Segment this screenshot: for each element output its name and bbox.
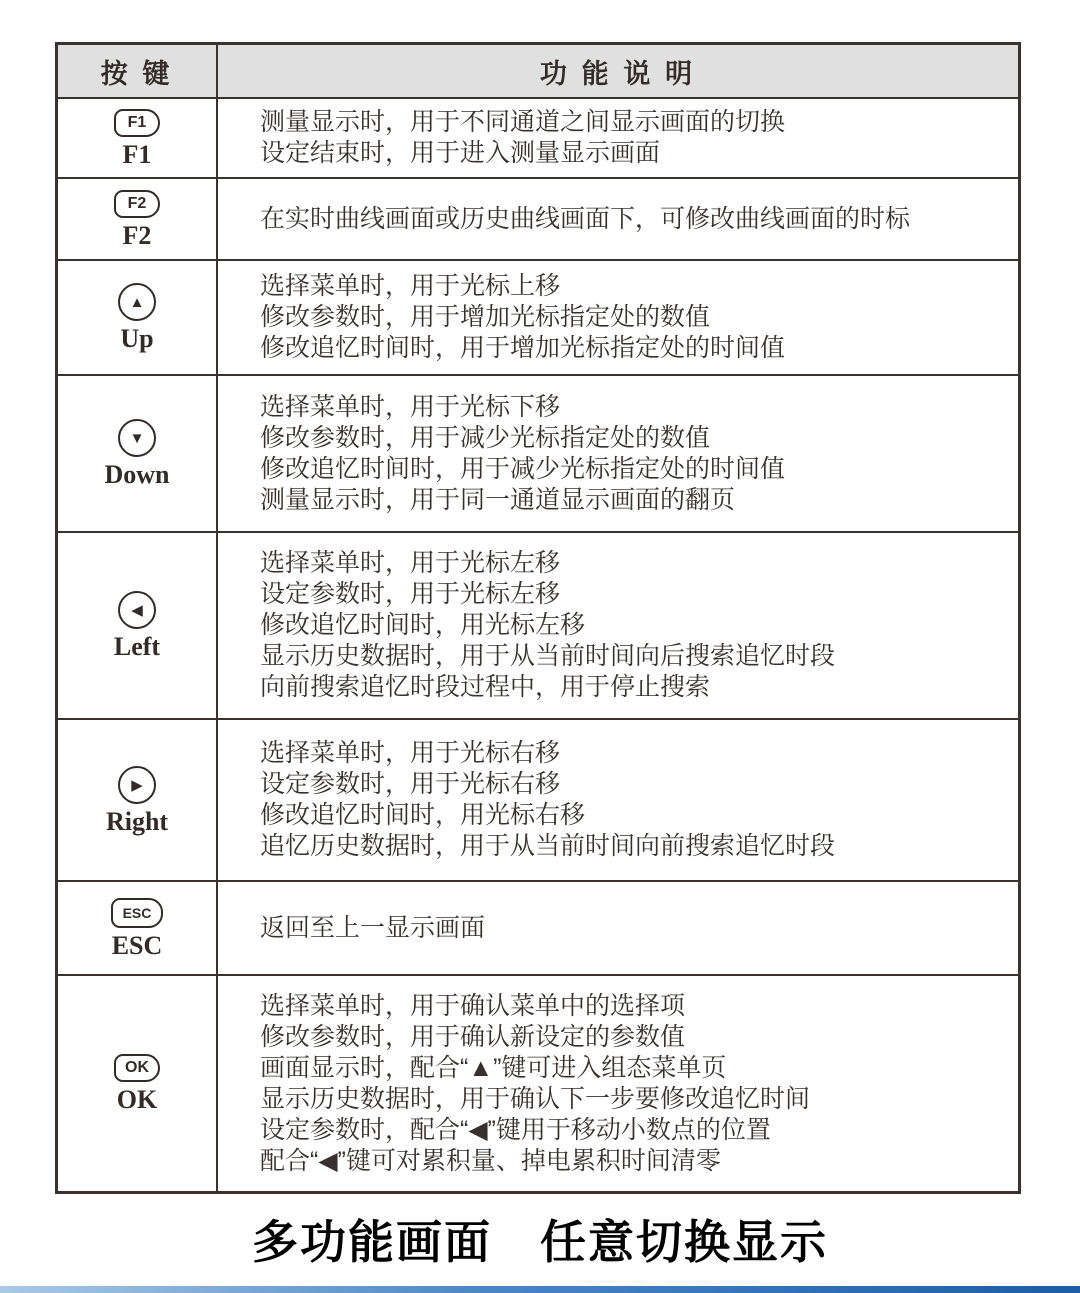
function-description-f1 [218, 99, 1018, 177]
table-header-row [58, 45, 1018, 97]
description-line: 在实时曲线画面或历史曲线画面下，可修改曲线画面的时标 [260, 204, 911, 233]
description-line: 修改追忆时间时，用于减少光标指定处的时间值 [260, 454, 786, 483]
key-cell-down [58, 376, 218, 531]
description-line: 选择菜单时，用于光标上移 [260, 272, 561, 300]
key-label-up: Up [120, 324, 154, 353]
key-cell-f1 [58, 99, 218, 177]
key-label-right: Right [105, 806, 169, 836]
function-description-down [218, 376, 1018, 531]
description-line: 选择菜单时，用于光标左移 [260, 549, 561, 577]
description-line: 设定参数时，用于光标右移 [260, 770, 561, 798]
key-function-table [55, 42, 1021, 1194]
right-arrow-icon: ▶ [118, 766, 156, 804]
f1-key-icon: F1 [114, 109, 160, 137]
key-cell-f2 [58, 179, 218, 259]
function-description-f2 [218, 179, 1018, 259]
header-key-column: 按 键 [58, 45, 218, 97]
description-line: 修改追忆时间时，用光标右移 [260, 801, 586, 829]
function-description-up [218, 261, 1018, 374]
table-row-right [58, 718, 1018, 880]
left-arrow-icon: ◀ [118, 591, 156, 629]
f2-key-icon: F2 [114, 190, 160, 218]
table-row-up [58, 259, 1018, 374]
key-cell-up [58, 261, 218, 374]
description-line: 设定参数时，用于光标左移 [260, 580, 561, 608]
function-description-esc [218, 882, 1018, 974]
description-line: 追忆历史数据时，用于从当前时间向前搜索追忆时段 [260, 832, 836, 860]
table-row-left [58, 531, 1018, 718]
table-row-esc [58, 880, 1018, 974]
description-line: 修改参数时，用于增加光标指定处的数值 [260, 303, 711, 331]
table-row-f2 [58, 177, 1018, 259]
function-description-right [218, 720, 1018, 880]
function-description-ok [218, 976, 1018, 1191]
key-cell-left [58, 533, 218, 718]
key-label-esc: ESC [111, 930, 163, 960]
description-line: 画面显示时，配合“▲”键可进入组态菜单页 [260, 1053, 727, 1082]
key-cell-ok [58, 976, 218, 1191]
table-row-f1 [58, 97, 1018, 177]
description-line: 设定结束时，用于进入测量显示画面 [260, 139, 661, 167]
up-arrow-icon: ▲ [118, 283, 156, 321]
down-arrow-icon: ▼ [118, 419, 156, 457]
description-line: 配合“◀”键可对累积量、掉电累积时间清零 [260, 1146, 721, 1175]
key-cell-esc [58, 882, 218, 974]
description-line: 显示历史数据时，用于确认下一步要修改追忆时间 [260, 1084, 811, 1113]
description-line: 修改追忆时间时，用光标左移 [260, 611, 586, 639]
key-cell-right [58, 720, 218, 880]
description-line: 测量显示时，用于同一通道显示画面的翻页 [260, 485, 736, 514]
ok-key-icon: OK [114, 1054, 160, 1082]
description-line: 选择菜单时，用于光标下移 [260, 392, 561, 421]
description-line: 向前搜索追忆时段过程中，用于停止搜索 [260, 673, 711, 701]
header-description-column: 功 能 说 明 [539, 58, 697, 89]
key-label-f2: F2 [122, 220, 152, 250]
key-label-down: Down [104, 460, 170, 489]
esc-key-icon: ESC [111, 898, 163, 928]
description-line: 选择菜单时，用于光标右移 [260, 739, 561, 767]
description-line: 选择菜单时，用于确认菜单中的选择项 [260, 991, 686, 1020]
description-line: 测量显示时，用于不同通道之间显示画面的切换 [260, 108, 786, 136]
key-label-f1: F1 [122, 139, 152, 169]
page-title: 多功能画面 任意切换显示 [252, 1216, 828, 1268]
key-label-ok: OK [116, 1085, 158, 1114]
key-label-left: Left [113, 632, 161, 661]
description-line: 修改参数时，用于确认新设定的参数值 [260, 1022, 686, 1051]
function-description-left [218, 533, 1018, 718]
description-line: 修改追忆时间时，用于增加光标指定处的时间值 [260, 334, 786, 362]
description-line: 显示历史数据时，用于从当前时间向后搜索追忆时段 [260, 642, 836, 670]
description-line: 设定参数时，配合“◀”键用于移动小数点的位置 [260, 1115, 771, 1144]
table-row-ok [58, 974, 1018, 1191]
table-row-down [58, 374, 1018, 531]
description-line: 返回至上一显示画面 [260, 913, 486, 942]
description-line: 修改参数时，用于减少光标指定处的数值 [260, 423, 711, 452]
bottom-blue-bar [0, 1286, 1080, 1293]
